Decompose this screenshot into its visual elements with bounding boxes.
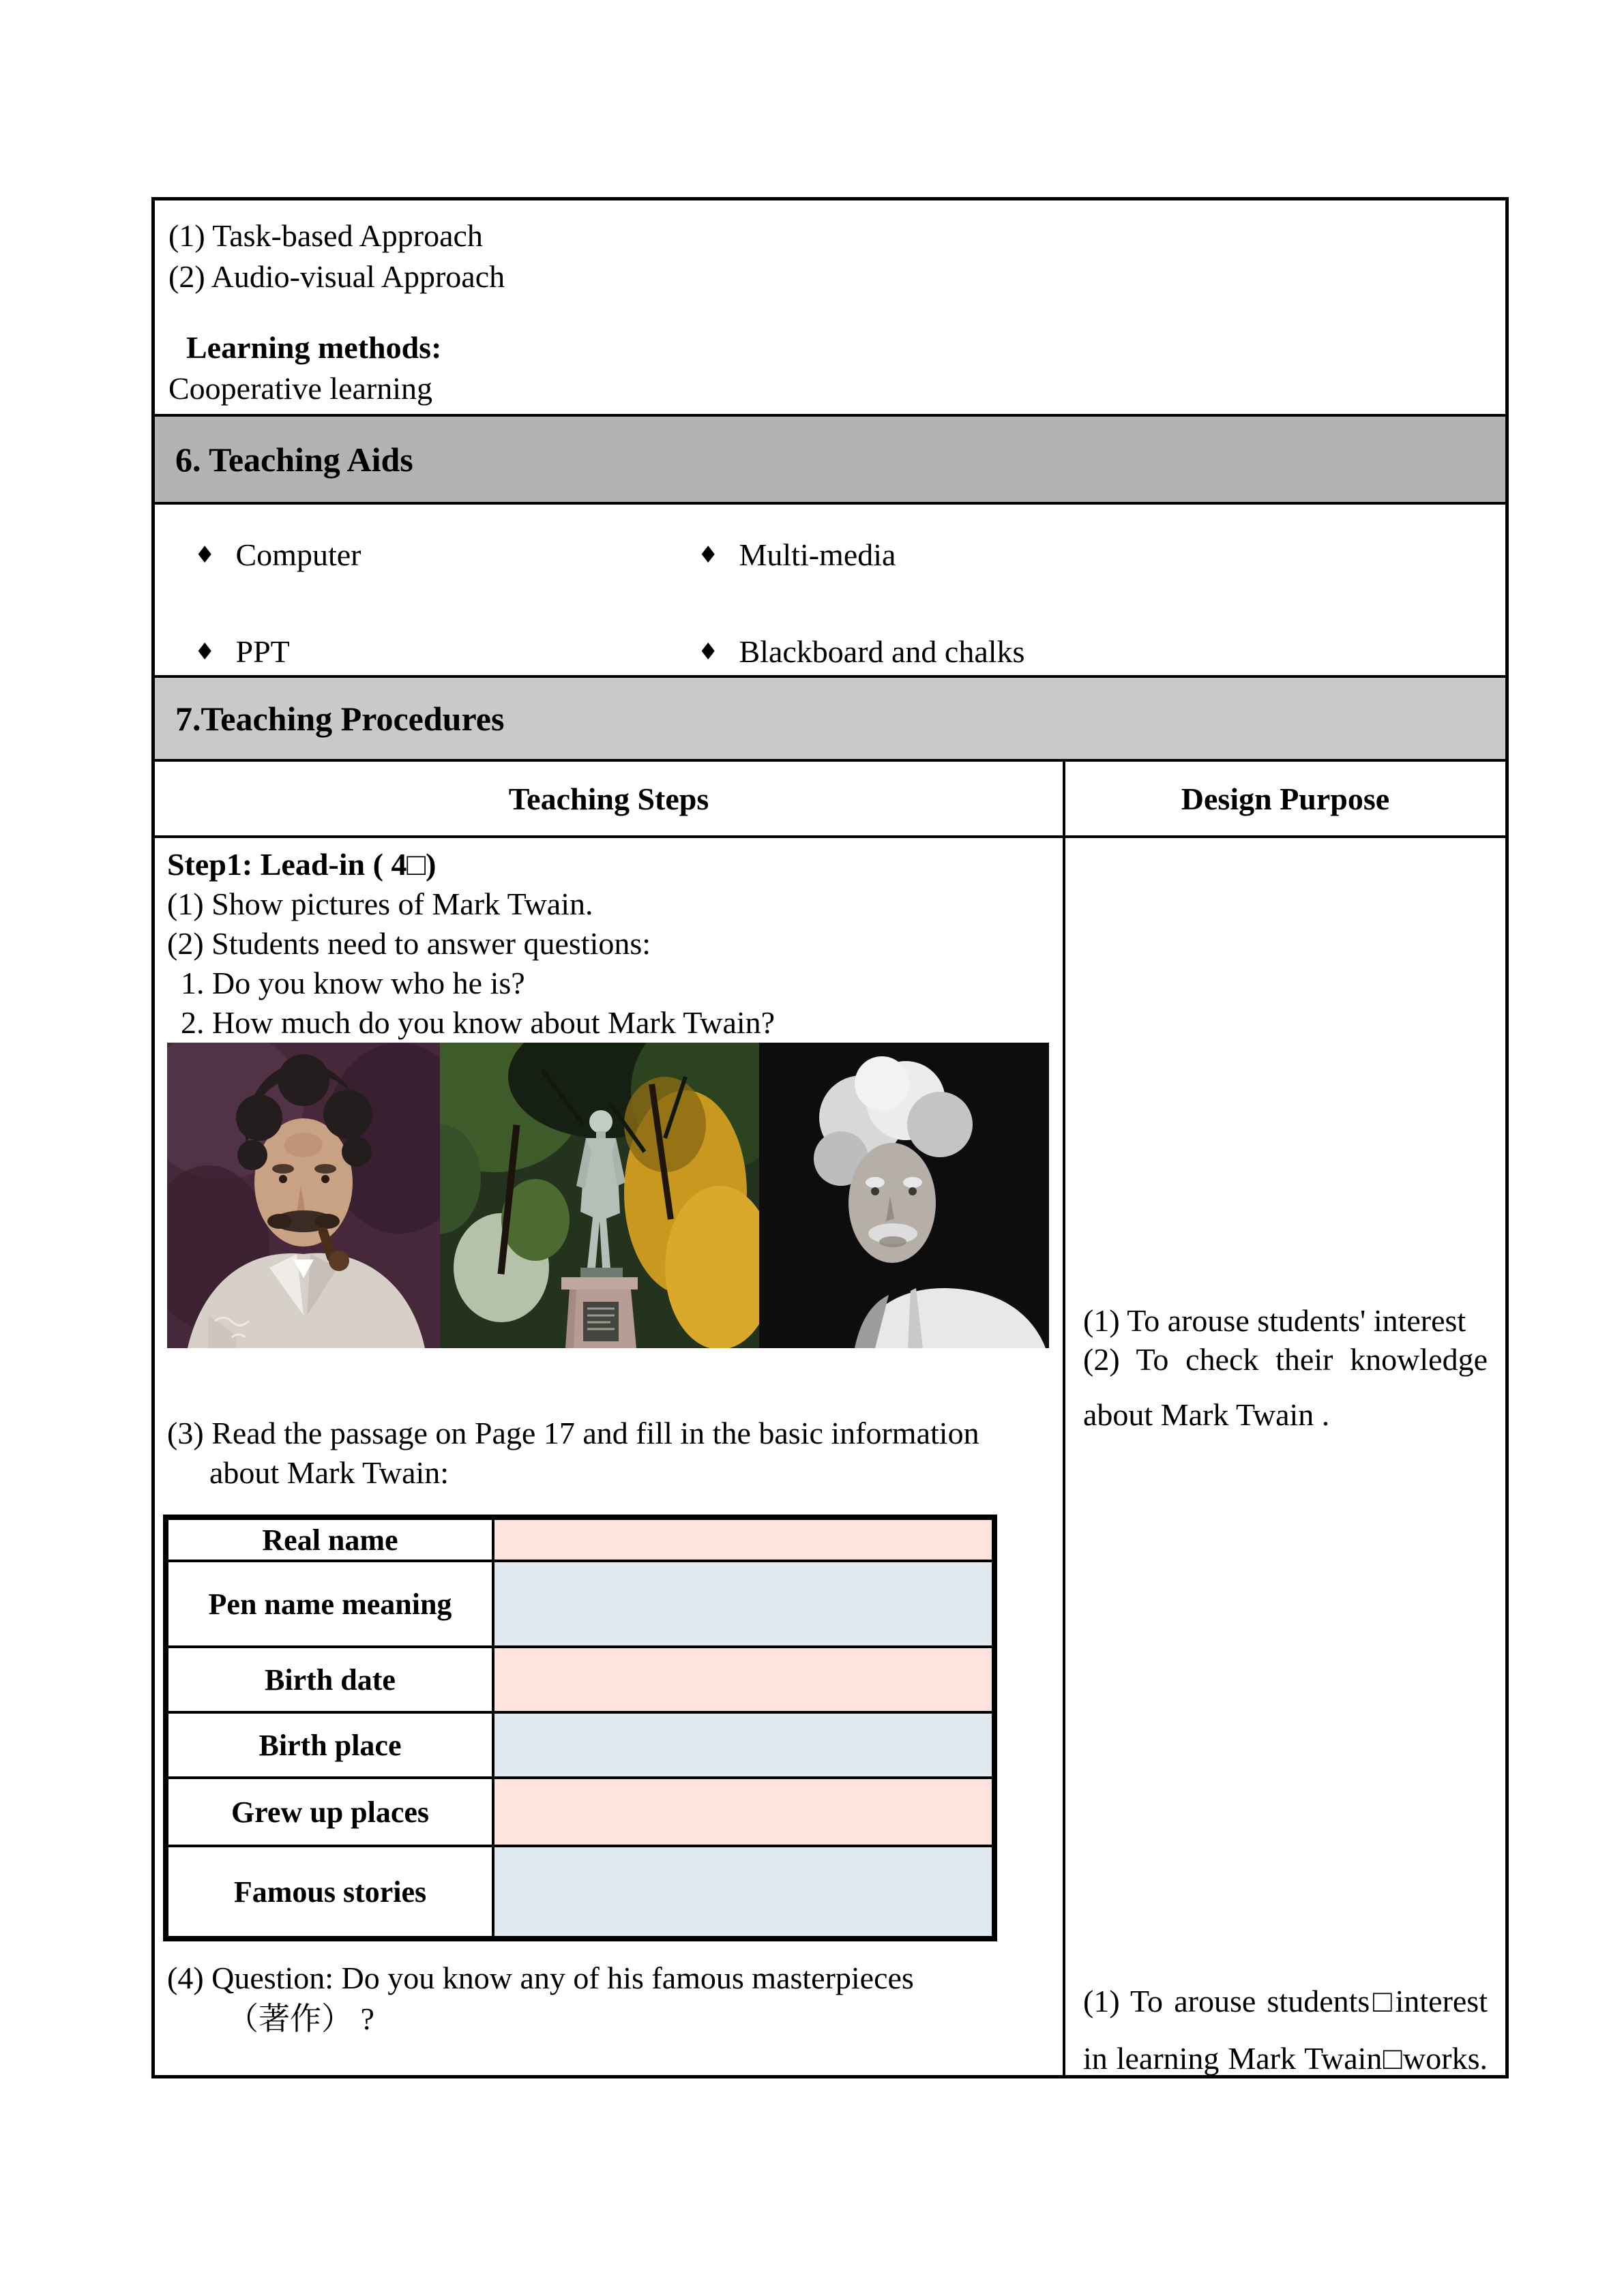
aid-label: Multi-media	[739, 537, 896, 572]
teaching-methods-cell	[155, 200, 1505, 414]
step1-task-3	[167, 1414, 1052, 1493]
design-purpose-block-1	[1083, 1301, 1488, 1434]
diamond-bullet-icon: ♦	[194, 541, 216, 569]
section-6-title: 6. Teaching Aids	[175, 440, 413, 479]
info-label-birth-date: Birth date	[168, 1648, 494, 1711]
table-row	[168, 1711, 992, 1776]
step1-line-1: (1) Show pictures of Mark Twain.	[167, 886, 593, 921]
spacer	[168, 297, 1492, 327]
section-7-title: 7.Teaching Procedures	[175, 699, 505, 738]
task-3-line-2: about Mark Twain:	[209, 1455, 449, 1490]
teaching-steps-column-header: Teaching Steps	[508, 781, 709, 816]
info-label-grew-up-places: Grew up places	[168, 1779, 494, 1845]
info-label-real-name: Real name	[168, 1520, 494, 1560]
purpose-2-line-2: in learning Mark Twain□works.	[1083, 2041, 1488, 2076]
section-6-header	[155, 414, 1505, 502]
step1-question-1: 1. Do you know who he is?	[181, 966, 525, 1000]
section-7-header	[155, 675, 1505, 759]
method-item-1: (1) Task-based Approach	[168, 218, 483, 253]
aid-item-computer	[194, 532, 698, 578]
learning-methods-value: Cooperative learning	[168, 371, 433, 406]
aid-label: PPT	[235, 634, 290, 669]
purpose-1-line-2: (2) To check their knowledge	[1083, 1342, 1488, 1377]
design-purpose-block-2	[1083, 1973, 1488, 2087]
diamond-bullet-icon: ♦	[698, 541, 719, 569]
aid-item-ppt	[194, 629, 698, 675]
diamond-bullet-icon: ♦	[698, 638, 719, 666]
mark-twain-info-table	[163, 1515, 997, 1941]
purpose-1-line-1: (1) To arouse students' interest	[1083, 1303, 1466, 1338]
info-value-blank[interactable]	[494, 1847, 992, 1936]
learning-methods-heading: Learning methods:	[186, 330, 442, 365]
method-item-2: (2) Audio-visual Approach	[168, 259, 505, 294]
procedures-header-row	[155, 759, 1505, 835]
aid-label: Computer	[235, 537, 361, 572]
table-row	[168, 1645, 992, 1711]
mark-twain-portrait-painting-image	[167, 1043, 440, 1348]
info-label-pen-name-meaning: Pen name meaning	[168, 1562, 494, 1645]
purpose-1-line-3: about Mark Twain .	[1083, 1397, 1330, 1432]
design-purpose-cell	[1063, 838, 1505, 2075]
table-row	[168, 1520, 992, 1560]
info-value-blank[interactable]	[494, 1714, 992, 1776]
teaching-aids-cell	[155, 502, 1505, 675]
table-row	[168, 1776, 992, 1845]
purpose-2-line-1: (1) To arouse students□interest	[1083, 1984, 1488, 2018]
lesson-plan-table	[151, 197, 1509, 2078]
task-3-line-1: (3) Read the passage on Page 17 and fill in the basic information	[167, 1416, 979, 1450]
info-value-blank[interactable]	[494, 1562, 992, 1645]
question-4-line-2: （著作） ?	[227, 2001, 374, 2036]
mark-twain-monochrome-photo-image	[759, 1043, 1049, 1348]
step1-line-2: (2) Students need to answer questions:	[167, 926, 651, 961]
mark-twain-statue-photo-image	[440, 1043, 759, 1348]
info-label-famous-stories: Famous stories	[168, 1847, 494, 1936]
table-row	[168, 1560, 992, 1645]
step1-question-4	[167, 1958, 1052, 2040]
info-value-blank[interactable]	[494, 1520, 992, 1560]
aid-label: Blackboard and chalks	[739, 634, 1025, 669]
info-value-blank[interactable]	[494, 1779, 992, 1845]
teaching-steps-cell	[155, 838, 1063, 2075]
design-purpose-column-header: Design Purpose	[1063, 762, 1505, 835]
aid-item-blackboard	[698, 629, 1505, 675]
step1-title: Step1: Lead-in ( 4□)	[167, 847, 437, 882]
info-label-birth-place: Birth place	[168, 1714, 494, 1776]
step1-row	[155, 835, 1505, 2075]
question-4-line-1: (4) Question: Do you know any of his famous masterpieces	[167, 1960, 914, 1995]
step1-question-2: 2. How much do you know about Mark Twain?	[181, 1005, 776, 1040]
diamond-bullet-icon: ♦	[194, 638, 216, 666]
table-row	[168, 1845, 992, 1936]
aid-item-multimedia	[698, 532, 1505, 578]
info-value-blank[interactable]	[494, 1648, 992, 1711]
mark-twain-images-strip	[167, 1043, 1052, 1348]
